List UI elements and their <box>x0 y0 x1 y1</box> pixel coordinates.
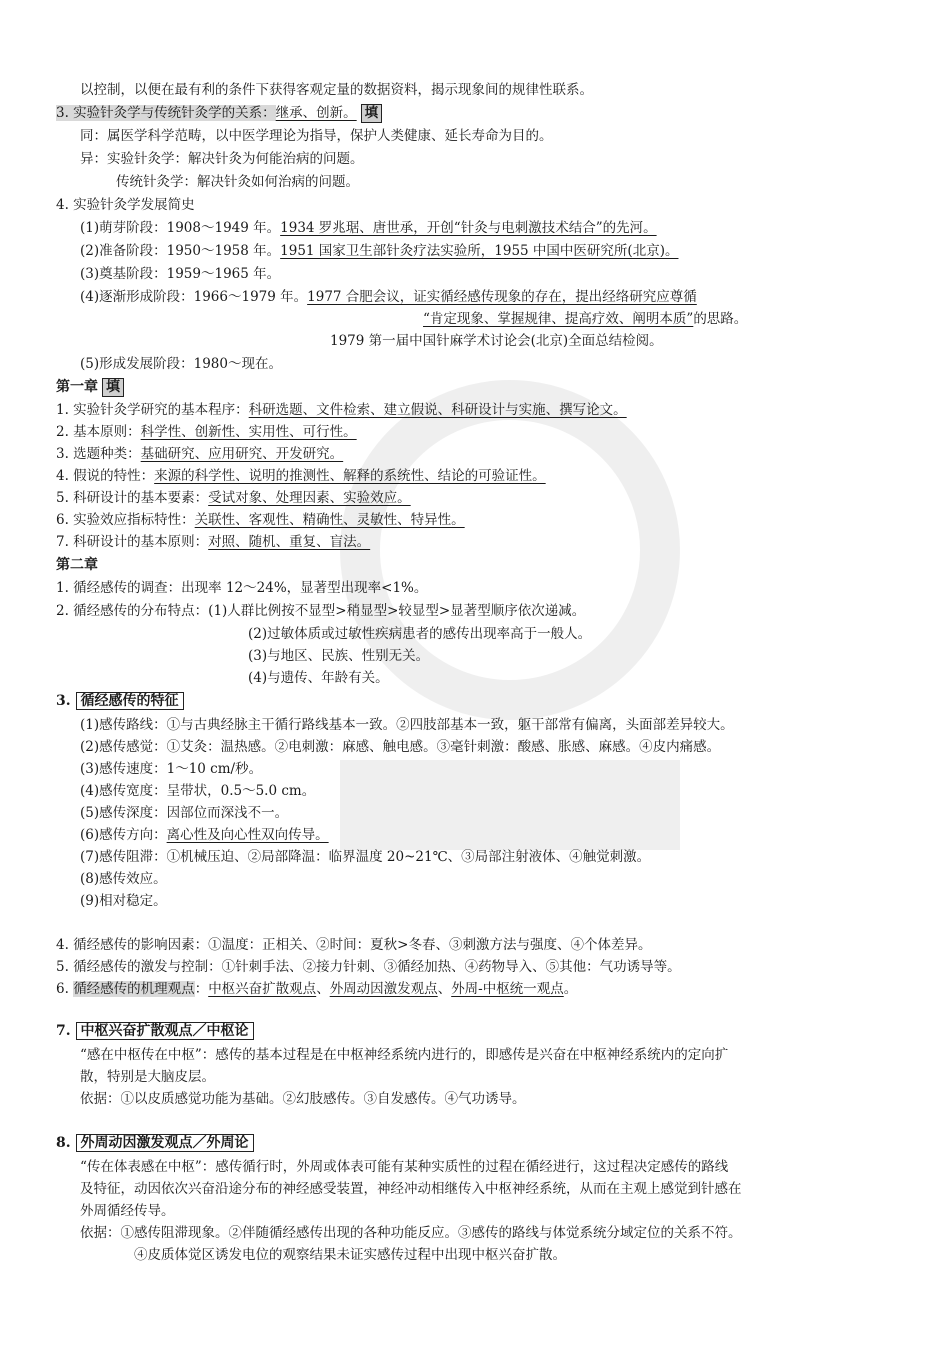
mechanism-peripheral: 外周动因激发观点 <box>329 981 438 997</box>
item-label: 3. 选题种类： <box>56 446 141 462</box>
ch2-item-2d: (4)与遗传、年龄有关。 <box>248 670 389 686</box>
diff-line-2: 传统针灸学：解决针灸如何治病的问题。 <box>116 174 359 190</box>
item-sep: 、 <box>316 981 330 997</box>
section-8-para-1: “传在体表感在中枢”：感传循行时，外周或体表可能有某种实质性的过程在循经进行，这过程决定感传的路线 <box>80 1159 729 1175</box>
history-2-detail: 1951 国家卫生部针灸疗法实验所，1955 中国中医研究所(北京)。 <box>280 243 679 259</box>
ch1-item-4 <box>56 466 546 486</box>
item-label: 2. 基本原则： <box>56 424 141 440</box>
history-4-principle <box>423 309 747 329</box>
section-7-para-1: “感在中枢传在中枢”：感传的基本过程是在中枢神经系统内进行的，即感传是兴奋在中枢神经系统内的定向扩 <box>80 1047 729 1063</box>
section-8-basis-2: ④皮质体觉区诱发电位的观察结果未证实感传过程中出现中枢兴奋扩散。 <box>134 1247 566 1263</box>
chapter-1-heading <box>56 377 124 397</box>
history-4-detail: 1977 合肥会议，证实循经感传现象的存在，提出经络研究应尊循 <box>307 289 697 305</box>
ch2-item-2c: (3)与地区、民族、性别无关。 <box>248 648 430 664</box>
item-label: 1. 实验针灸学研究的基本程序： <box>56 402 249 418</box>
intro-line: 以控制，以便在最有利的条件下获得客观定量的数据资料，揭示现象间的规律性联系。 <box>80 82 593 98</box>
item-value: 科学性、创新性、实用性、可行性。 <box>140 424 357 440</box>
ch2-item-6 <box>56 979 577 999</box>
item-value: 关联性、客观性、精确性、灵敏性、特异性。 <box>194 512 465 528</box>
section-8-title: 外周动因激发观点／外周论 <box>76 1134 254 1152</box>
ch1-item-6 <box>56 510 465 530</box>
section-3-title: 3. 实验针灸学与传统针灸学的关系： <box>56 105 276 121</box>
ch2-item-2b: (2)过敏体质或过敏性疾病患者的感传出现率高于一般人。 <box>248 626 592 642</box>
item-value: 基础研究、应用研究、开发研究。 <box>140 446 344 462</box>
item-label: 6. 实验效应指标特性： <box>56 512 195 528</box>
feature-2: (2)感传感觉：①艾灸：温热感。②电刺激：麻感、触电感。③毫针刺激：酸感、胀感、麻感。④皮内痛感。 <box>80 739 721 755</box>
ch2-item-5: 5. 循经感传的激发与控制：①针刺手法、②接力针刺、③循经加热、④药物导入、⑤其他：气功诱导等。 <box>56 959 681 975</box>
item-value: 科研选题、文件检索、建立假说、科研设计与实施、撰写论文。 <box>248 402 627 418</box>
section-7-para-2: 散，特别是大脑皮层。 <box>80 1069 215 1085</box>
mechanism-title: 循经感传的机理观点 <box>73 981 195 997</box>
ch2-item-4: 4. 循经感传的影响因素：①温度：正相关、②时间：夏秋>冬春、③刺激方法与强度、④个体差异。 <box>56 937 652 953</box>
section-3-features-heading <box>56 691 184 711</box>
item-value: 受试对象、处理因素、实验效应。 <box>208 490 411 506</box>
section-3-number: 3. <box>56 693 71 709</box>
history-1-period: (1)萌芽阶段：1908～1949 年。 <box>80 220 281 236</box>
fill-tag: 填 <box>361 104 383 123</box>
item-end: 。 <box>563 981 578 997</box>
feature-7: (7)感传阻滞：①机械压迫、②局部降温：临界温度 20~21℃、③局部注射液体、④触觉刺激。 <box>80 849 651 865</box>
section-8-number: 8. <box>56 1135 71 1151</box>
item-label: 5. 科研设计的基本要素： <box>56 490 209 506</box>
feature-6 <box>80 825 329 845</box>
feature-8: (8)感传效应。 <box>80 871 167 887</box>
section-3-relationship <box>56 103 382 123</box>
feature-9: (9)相对稳定。 <box>80 893 167 909</box>
item-label: (6)感传方向： <box>80 827 167 843</box>
ch1-item-5 <box>56 488 411 508</box>
item-number: 6. <box>56 981 69 997</box>
item-label: 4. 假说的特性： <box>56 468 155 484</box>
section-7-basis: 依据：①以皮质感觉功能为基础。②幻肢感传。③自发感传。④气功诱导。 <box>80 1091 526 1107</box>
feature-5: (5)感传深度：因部位而深浅不一。 <box>80 805 289 821</box>
history-4-extra: 1979 第一届中国针麻学术讨论会(北京)全面总结检阅。 <box>330 333 663 349</box>
chapter-1-title: 第一章 <box>56 379 98 395</box>
ch1-item-1 <box>56 400 627 420</box>
history-1-detail: 1934 罗兆琚、唐世承，开创“针灸与电刺激技术结合”的先河。 <box>280 220 657 236</box>
history-5: (5)形成发展阶段：1980～现在。 <box>80 356 282 372</box>
item-value: 来源的科学性、说明的推测性、解释的系统性、结论的可验证性。 <box>154 468 546 484</box>
ch2-item-2: 2. 循经感传的分布特点：(1)人群比例按不显型>稍显型>较显型>显著型顺序依次递减。 <box>56 603 586 619</box>
ch1-item-7 <box>56 532 370 552</box>
history-1 <box>80 218 657 238</box>
section-8-basis-1: 依据：①感传阻滞现象。②伴随循经感传出现的各种功能反应。③感传的路线与体觉系统分域定位的关系不符。 <box>80 1225 742 1241</box>
section-8-para-2: 及特征，动因依次兴奋沿途分布的神经感受装置，神经冲动相继传入中枢神经系统，从而在主观上感觉到针感在 <box>80 1181 742 1197</box>
feature-4: (4)感传宽度：呈带状，0.5～5.0 cm。 <box>80 783 316 799</box>
history-4-principle-quote: “肯定现象、掌握规律、提高疗效、阐明本质” <box>423 311 694 327</box>
ch2-item-1: 1. 循经感传的调查：出现率 12～24%，显著型出现率<1%。 <box>56 580 428 596</box>
ch1-item-3 <box>56 444 343 464</box>
feature-1: (1)感传路线：①与古典经脉主干循行路线基本一致。②四肢部基本一致，躯干部常有偏离，头面部差异较大。 <box>80 717 734 733</box>
diff-line-1: 异：实验针灸学：解决针灸为何能治病的问题。 <box>80 151 364 167</box>
section-4-title: 4. 实验针灸学发展简史 <box>56 197 195 213</box>
section-3-features-title: 循经感传的特征 <box>76 692 184 710</box>
same-line: 同：属医学科学范畴，以中医学理论为指导，保护人类健康、延长寿命为目的。 <box>80 128 553 144</box>
mechanism-central: 中枢兴奋扩散观点 <box>208 981 317 997</box>
section-7-heading <box>56 1021 254 1041</box>
mechanism-unified: 外周-中枢统一观点 <box>451 981 564 997</box>
item-value: 离心性及向心性双向传导。 <box>166 827 329 843</box>
item-colon: ： <box>194 981 209 997</box>
history-4 <box>80 287 697 307</box>
feature-3: (3)感传速度：1～10 cm/秒。 <box>80 761 263 777</box>
item-label: 7. 科研设计的基本原则： <box>56 534 209 550</box>
section-3-value: 继承、创新。 <box>275 105 357 121</box>
section-8-para-3: 外周循经传导。 <box>80 1203 175 1219</box>
history-2 <box>80 241 678 261</box>
item-value: 对照、随机、重复、盲法。 <box>208 534 371 550</box>
history-2-period: (2)准备阶段：1950～1958 年。 <box>80 243 281 259</box>
section-7-title: 中枢兴奋扩散观点／中枢论 <box>76 1022 254 1040</box>
history-3: (3)奠基阶段：1959～1965 年。 <box>80 266 281 282</box>
history-4-period: (4)逐渐形成阶段：1966～1979 年。 <box>80 289 308 305</box>
ch1-item-2 <box>56 422 357 442</box>
fill-tag: 填 <box>102 378 124 397</box>
chapter-2-title: 第二章 <box>56 557 98 573</box>
section-7-number: 7. <box>56 1023 71 1039</box>
history-4-principle-end: 的思路。 <box>693 311 748 327</box>
section-8-heading <box>56 1133 254 1153</box>
item-sep: 、 <box>437 981 452 997</box>
